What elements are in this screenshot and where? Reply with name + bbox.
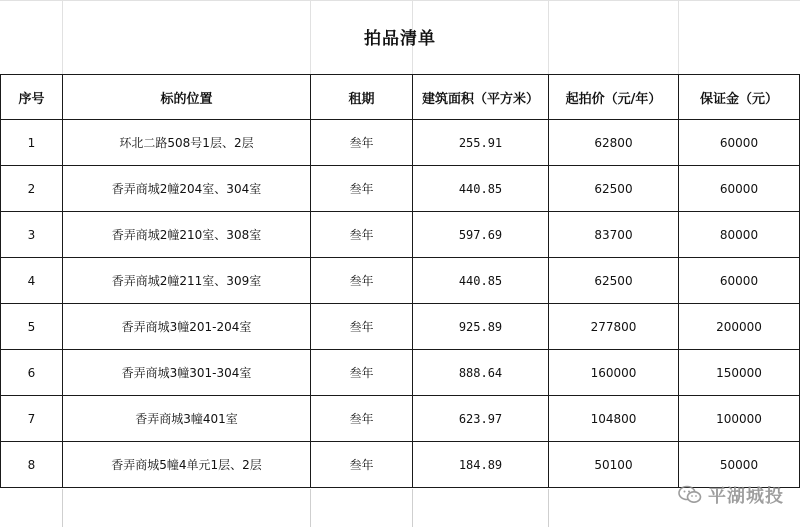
cell-area: 623.97 xyxy=(413,396,549,442)
cell-area: 255.91 xyxy=(413,120,549,166)
cell-location: 香弄商城3幢401室 xyxy=(63,396,311,442)
auction-items-table xyxy=(0,74,800,488)
cell-index: 5 xyxy=(1,304,63,350)
cell-location: 香弄商城2幢204室、304室 xyxy=(63,166,311,212)
cell-location: 环北二路508号1层、2层 xyxy=(63,120,311,166)
column-header-location: 标的位置 xyxy=(63,75,311,120)
cell-start-price: 62500 xyxy=(549,166,679,212)
table-row xyxy=(1,442,800,488)
cell-area: 440.85 xyxy=(413,258,549,304)
cell-term: 叁年 xyxy=(311,258,413,304)
watermark xyxy=(678,482,784,508)
cell-term: 叁年 xyxy=(311,304,413,350)
table-row xyxy=(1,304,800,350)
cell-deposit: 150000 xyxy=(679,350,800,396)
column-header-area: 建筑面积（平方米） xyxy=(413,75,549,120)
table-row xyxy=(1,350,800,396)
cell-area: 597.69 xyxy=(413,212,549,258)
cell-location: 香弄商城3幢201-204室 xyxy=(63,304,311,350)
table-row xyxy=(1,166,800,212)
cell-deposit: 60000 xyxy=(679,166,800,212)
cell-deposit: 60000 xyxy=(679,258,800,304)
cell-term: 叁年 xyxy=(311,212,413,258)
cell-area: 888.64 xyxy=(413,350,549,396)
cell-deposit: 200000 xyxy=(679,304,800,350)
cell-start-price: 62500 xyxy=(549,258,679,304)
cell-index: 4 xyxy=(1,258,63,304)
grid-line xyxy=(412,489,413,527)
page-title: 拍品清单 xyxy=(364,29,436,49)
cell-deposit: 100000 xyxy=(679,396,800,442)
cell-area: 925.89 xyxy=(413,304,549,350)
cell-deposit: 80000 xyxy=(679,212,800,258)
cell-term: 叁年 xyxy=(311,442,413,488)
table-row xyxy=(1,396,800,442)
wechat-icon xyxy=(678,485,702,505)
cell-location: 香弄商城3幢301-304室 xyxy=(63,350,311,396)
grid-line xyxy=(0,0,800,1)
grid-line xyxy=(548,489,549,527)
grid-line xyxy=(310,489,311,527)
cell-location: 香弄商城2幢211室、309室 xyxy=(63,258,311,304)
cell-location: 香弄商城5幢4单元1层、2层 xyxy=(63,442,311,488)
column-header-start-price: 起拍价（元/年） xyxy=(549,75,679,120)
table-row xyxy=(1,258,800,304)
cell-area: 440.85 xyxy=(413,166,549,212)
table-row xyxy=(1,212,800,258)
watermark-text: 平湖城投 xyxy=(708,486,784,507)
cell-start-price: 277800 xyxy=(549,304,679,350)
cell-term: 叁年 xyxy=(311,396,413,442)
cell-deposit: 50000 xyxy=(679,442,800,488)
column-header-term: 租期 xyxy=(311,75,413,120)
column-header-index: 序号 xyxy=(1,75,63,120)
cell-index: 3 xyxy=(1,212,63,258)
cell-index: 1 xyxy=(1,120,63,166)
grid-line xyxy=(62,489,63,527)
cell-start-price: 104800 xyxy=(549,396,679,442)
cell-term: 叁年 xyxy=(311,166,413,212)
cell-index: 6 xyxy=(1,350,63,396)
cell-start-price: 160000 xyxy=(549,350,679,396)
table-row xyxy=(1,120,800,166)
cell-start-price: 50100 xyxy=(549,442,679,488)
table-header-row xyxy=(1,75,800,120)
cell-location: 香弄商城2幢210室、308室 xyxy=(63,212,311,258)
cell-area: 184.89 xyxy=(413,442,549,488)
column-header-deposit: 保证金（元） xyxy=(679,75,800,120)
cell-index: 7 xyxy=(1,396,63,442)
cell-index: 8 xyxy=(1,442,63,488)
cell-start-price: 83700 xyxy=(549,212,679,258)
cell-index: 2 xyxy=(1,166,63,212)
cell-start-price: 62800 xyxy=(549,120,679,166)
cell-term: 叁年 xyxy=(311,120,413,166)
cell-deposit: 60000 xyxy=(679,120,800,166)
cell-term: 叁年 xyxy=(311,350,413,396)
